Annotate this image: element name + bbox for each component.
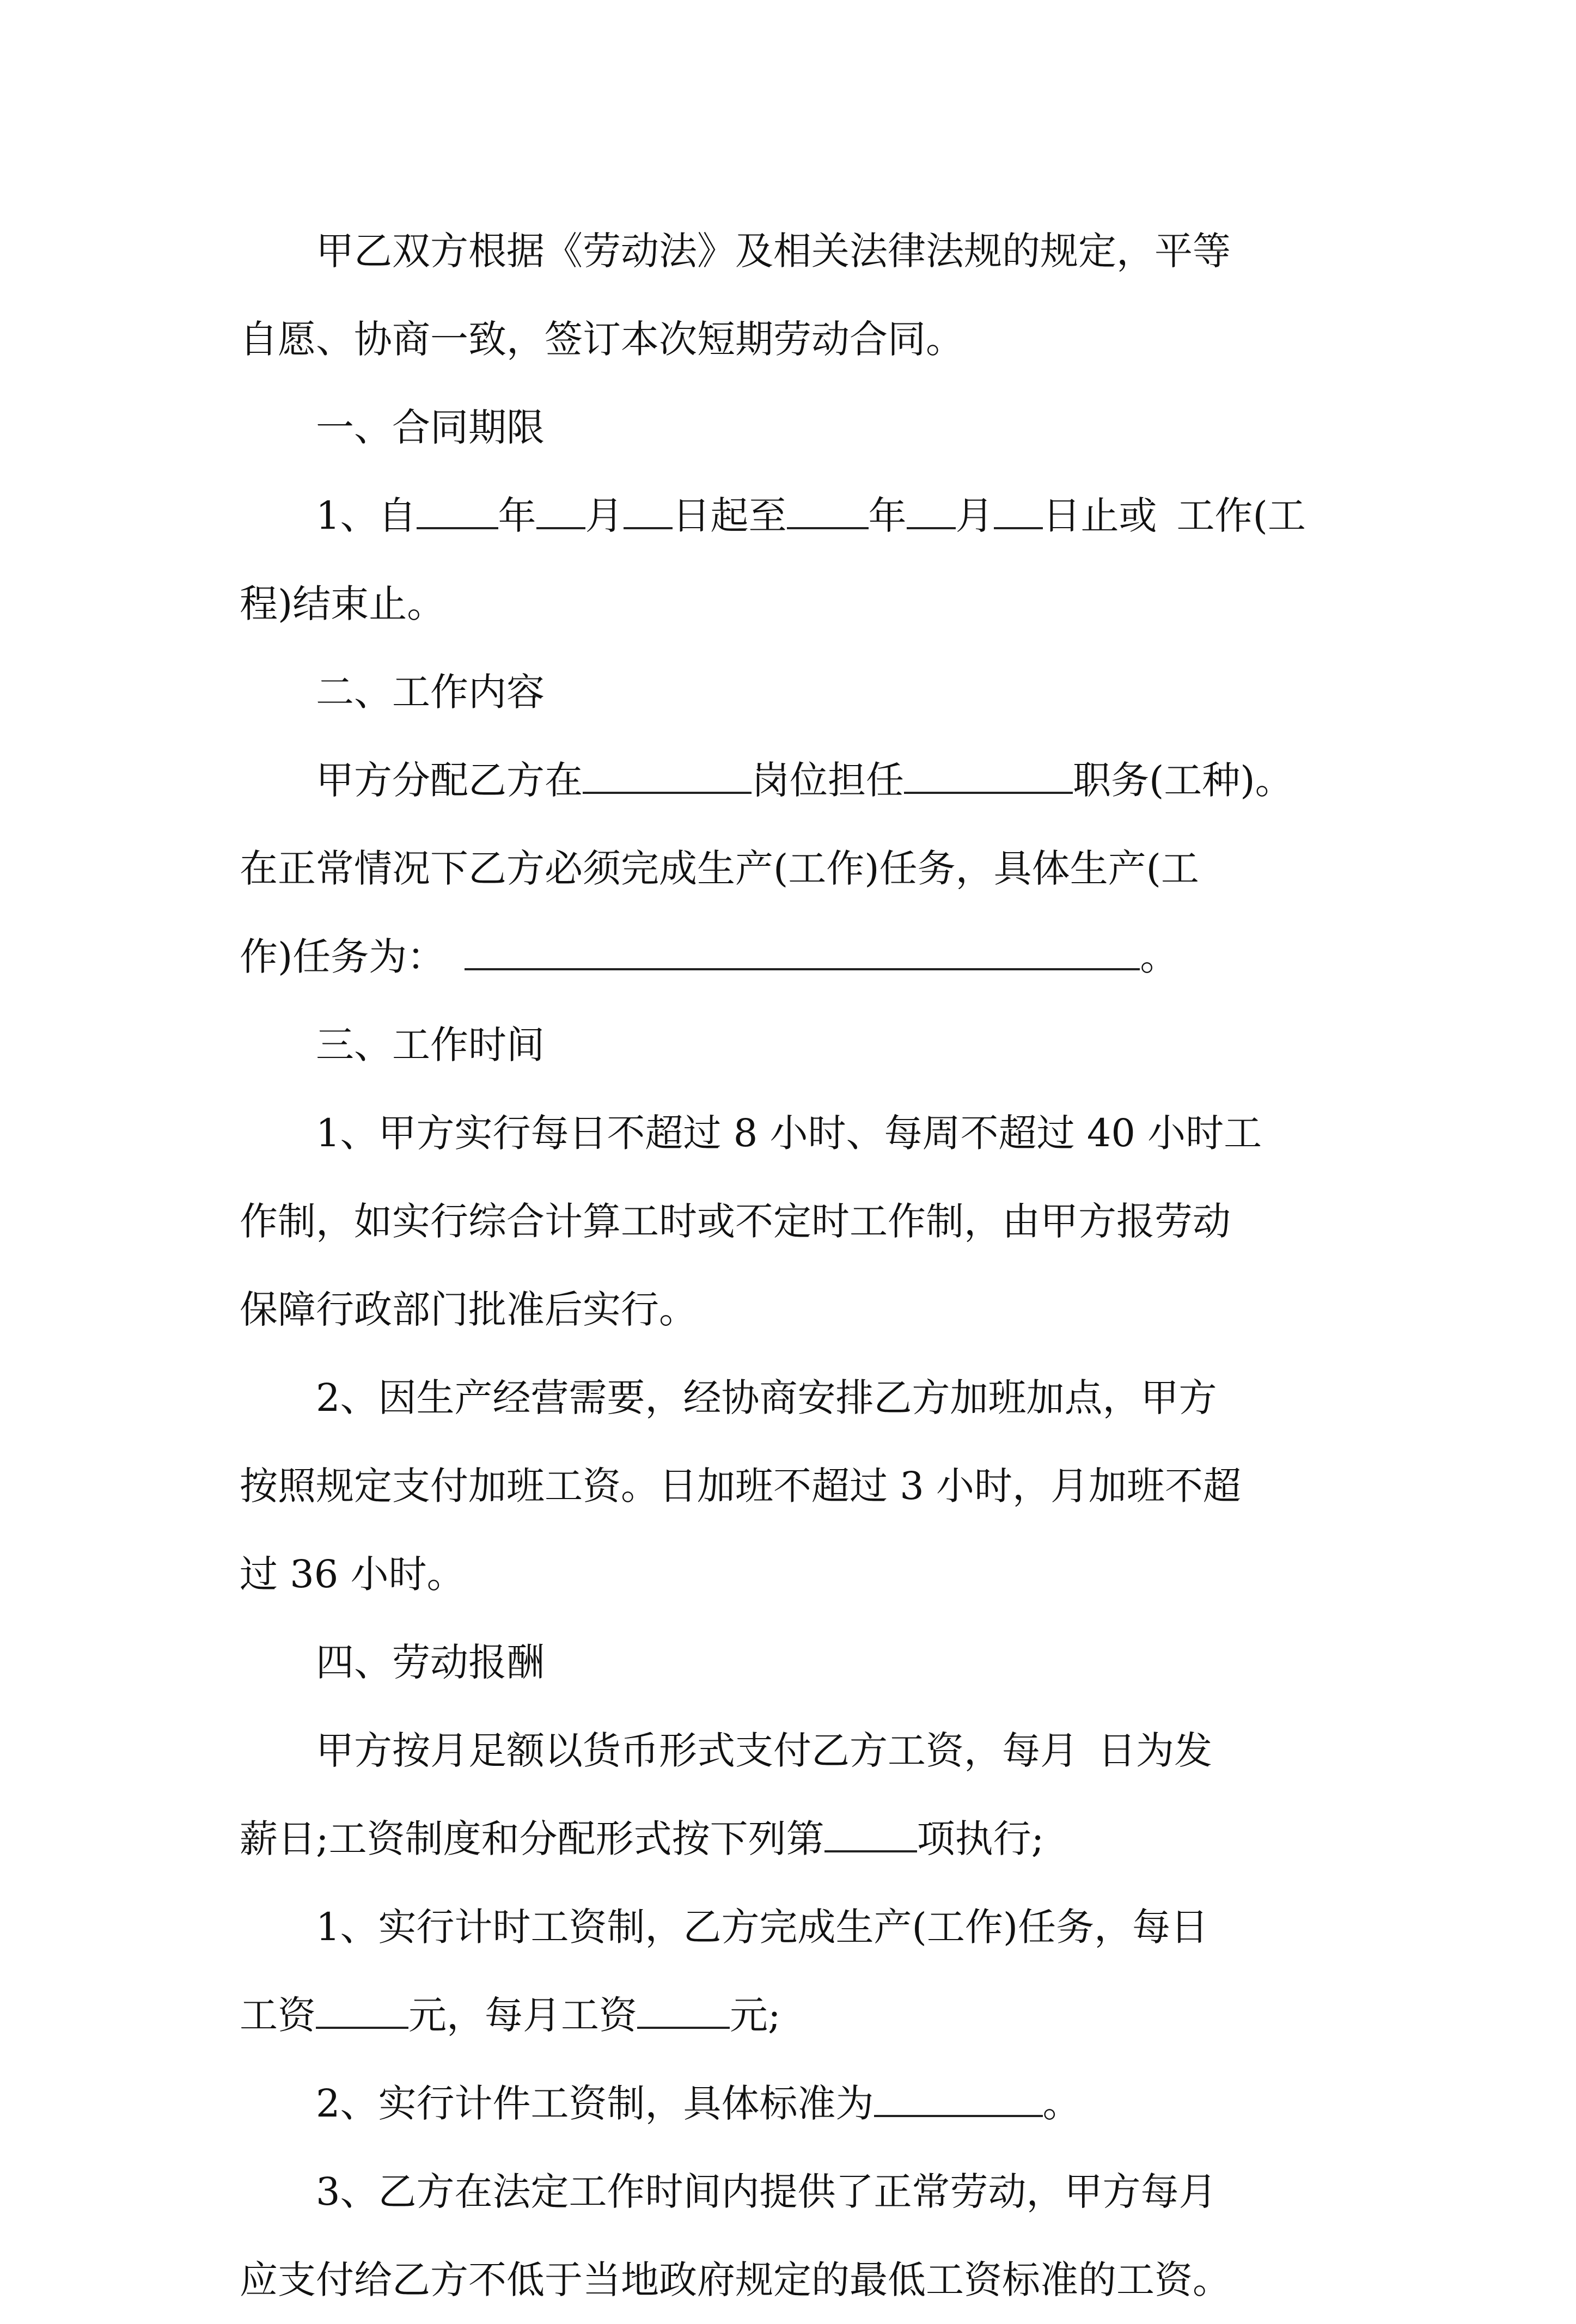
section-heading-term: 一、合同期限: [316, 405, 545, 450]
time-text-2c: 元;: [730, 1993, 781, 2038]
hours-line-3: 保障行政部门批准后实行。: [240, 1287, 697, 1332]
pay-text-1a: 甲方按月足额以货币形式支付乙方工资，每月: [316, 1728, 1078, 1773]
time-text-2b: 元，每月工资: [408, 1993, 637, 2038]
term-month-2: 月: [955, 493, 994, 538]
pay-line-2: [240, 1795, 1405, 1883]
end-month-blank: [907, 493, 956, 529]
term-prefix: 1、自: [316, 493, 417, 538]
end-day-blank: [994, 493, 1043, 529]
pay-text-1b: 日为发: [1098, 1728, 1212, 1773]
min-wage-line-1: 3、乙方在法定工作时间内提供了正常劳动，甲方每月: [316, 2169, 1217, 2214]
job-line-2: 在正常情况下乙方必须完成生产(工作)任务，具体生产(工: [240, 846, 1199, 891]
task-blank: [465, 934, 1140, 970]
term-end-line: 程)结束止。: [240, 582, 445, 626]
pay-line-1: [240, 1707, 1405, 1795]
contract-body: [240, 207, 1405, 2324]
job-text-b: 岗位担任: [752, 758, 904, 803]
start-year-blank: [417, 493, 498, 529]
piece-text-a: 2、实行计件工资制，具体标准为: [316, 2081, 874, 2126]
overtime-line-2: 按照规定支付加班工资。日加班不超过 3 小时，月加班不超: [240, 1464, 1242, 1508]
time-text-2a: 工资: [240, 1993, 316, 2038]
term-month-1: 月: [585, 493, 624, 538]
hours-line-1: 1、甲方实行每日不超过 8 小时、每周不超过 40 小时工: [316, 1111, 1262, 1155]
job-line-3: [240, 913, 1405, 1001]
piece-wage-line: [240, 2059, 1405, 2148]
daily-wage-blank: [316, 1992, 408, 2029]
monthly-wage-blank: [637, 1992, 730, 2029]
term-year-2: 年: [868, 493, 907, 538]
pay-text-2a: 薪日;工资制度和分配形式按下列第: [240, 1817, 824, 1861]
term-day-1: 日起至: [672, 493, 787, 538]
min-wage-line-2: 应支付给乙方不低于当地政府规定的最低工资标准的工资。: [240, 2258, 1231, 2302]
start-day-blank: [624, 493, 673, 529]
option-number-blank: [824, 1816, 917, 1852]
section-heading-hours: 三、工作时间: [316, 1023, 545, 1067]
job-line-1: [240, 736, 1405, 824]
piece-text-b: 。: [1042, 2081, 1081, 2126]
section-heading-work: 二、工作内容: [316, 670, 545, 714]
term-line: [240, 472, 1405, 560]
job-text-a: 甲方分配乙方在: [316, 758, 583, 803]
overtime-line-3: 过 36 小时。: [240, 1552, 465, 1597]
term-day-2: 日止或: [1042, 493, 1157, 538]
term-year-1: 年: [498, 493, 536, 538]
hours-line-2: 作制，如实行综合计算工时或不定时工作制，由甲方报劳动: [240, 1199, 1231, 1244]
pay-text-2b: 项执行;: [917, 1817, 1044, 1861]
job-text-3b: 。: [1140, 934, 1178, 979]
section-heading-pay: 四、劳动报酬: [316, 1640, 545, 1685]
post-blank: [583, 757, 752, 794]
overtime-line-1: 2、因生产经营需要，经协商安排乙方加班加点，甲方: [316, 1375, 1217, 1420]
piece-standard-blank: [874, 2081, 1043, 2117]
time-wage-line-2: [240, 1971, 1405, 2059]
intro-line-2: 自愿、协商一致，签订本次短期劳动合同。: [240, 317, 964, 362]
start-month-blank: [536, 493, 585, 529]
intro-line-1: 甲乙双方根据《劳动法》及相关法律法规的规定，平等: [316, 229, 1231, 273]
job-text-3a: 作)任务为：: [240, 934, 445, 979]
duty-blank: [904, 757, 1073, 794]
end-year-blank: [787, 493, 869, 529]
term-tail: 工作(工: [1176, 493, 1306, 538]
job-text-c: 职务(工种)。: [1073, 758, 1293, 803]
time-wage-line-1: 1、实行计时工资制，乙方完成生产(工作)任务，每日: [316, 1905, 1209, 1949]
